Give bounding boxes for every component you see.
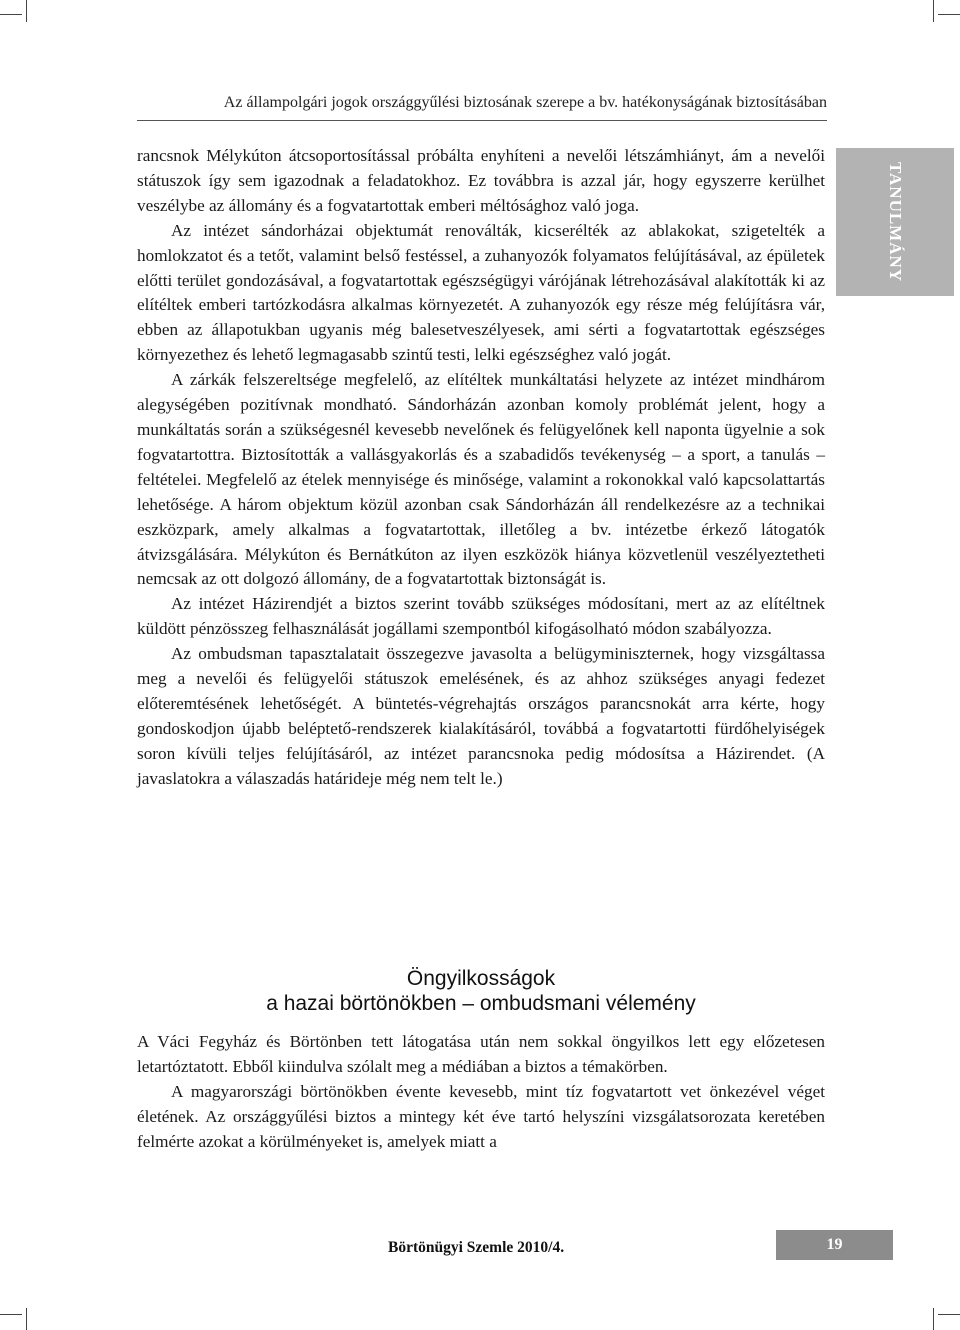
paragraph: rancsnok Mélykúton átcsoportosítással próbálta enyhíteni a nevelői létszámhiányt, ám a nevelői státuszok így sem igazodnak a feladatokhoz. Ez továbbra is azzal jár, hogy egyszerre kerülhet veszélybe az állomány és a fogvatartottak emberi méltósághoz való joga. bbox=[137, 146, 825, 215]
paragraph: A magyarországi börtönökben évente kevesebb, mint tíz fogvatartott vet önkezével véget életének. Az országgyűlési biztos a mintegy két éve tartó helyszíni vizsgálatsorozata keretében felmérte azokat a körülményeket is, amelyek miatt a bbox=[137, 1081, 825, 1151]
crop-mark bbox=[938, 1314, 960, 1315]
crop-mark bbox=[26, 1308, 27, 1330]
header-divider bbox=[137, 120, 827, 121]
section-heading-line2: a hazai börtönökben – ombudsmani vélemény bbox=[266, 992, 696, 1015]
crop-mark bbox=[0, 14, 22, 15]
page-number: 19 bbox=[776, 1230, 893, 1260]
crop-mark bbox=[933, 0, 934, 22]
paragraph: Az intézet sándorházai objektumát renoválták, kicserélték az ablakokat, szigetelték a homlokzatot és a tetőt, valamint belső festéssel, a zuhanyozók folyamatos felújításával, az épületek előtti terület gondozásával, a fogvatartottak egészségügyi várójának létrehozásával alakították ki az elítéltek emberi tartózkodásra alkalmas környezetét. A zuhanyozók egy része még felújításra vár, ebben az állapotukban ugyanis még balesetveszélyesek, ami sérti a fogvatartottak egészséges környezethez és lehető legmagasabb szintű testi, lelki egészséghez való jogát. bbox=[137, 220, 825, 365]
crop-mark bbox=[26, 0, 27, 22]
paragraph: A zárkák felszereltsége megfelelő, az elítéltek munkáltatási helyzete az intézet mindhárom alegységében pozitívnak mondható. Sándorházán azonban komoly problémát jelent, hogy a munkáltatás során a szükségesnél kevesebb nevelőnek és felügyelőnek kell naponta ügyelnie a sok fogvatartottra. Biztosították a vallásgyakorlás és a szabadidős tevékenység – a sport, a tanulás – feltételei. Megfelelő az ételek mennyisége és minősége, valamint a rokonokkal való kapcsolattartás lehetősége. A három objektum közül azonban csak Sándorházán áll rendelkezésre az a technikai eszközpark, amely alkalmas a fogvatartottak, illetőleg a bv. intézetbe érkező látogatók átvizsgálására. Mélykúton és Bernátkúton az ilyen eszközök hiánya közvetlenül veszélyeztetheti nemcsak az ott dolgozó állomány, de a fogvatartottak biztonságát is. bbox=[137, 370, 825, 589]
main-article-body bbox=[137, 144, 825, 792]
paragraph: Az intézet Házirendjét a biztos szerint tovább szükséges módosítani, mert az az elítéltnek küldött pénzösszeg felhasználását jogállami szempontból kifogásolható módon szabályozza. bbox=[137, 594, 825, 639]
paragraph: Az ombudsman tapasztalatait összegezve javasolta a belügyminiszternek, hogy vizsgáltassa meg a nevelői és felügyelői státuszok emelésének, és az ahhoz szükséges anyagi fedezet előteremtésének lehetőségét. A büntetés-végrehajtás országos parancsnokát arra kérte, hogy gondoskodjon újabb beléptető-rendszerek kialakításáról, továbbá a fogvatartotti fürdőhelyiségek soron kívüli teljes felújításáról, az intézet parancsnoka pedig módosítsa a Házirendet. (A javaslatokra a válaszadás határideje még nem telt le.) bbox=[137, 644, 825, 788]
section-body bbox=[137, 1030, 825, 1155]
side-tab-label: TANULMÁNY bbox=[886, 161, 905, 283]
crop-mark bbox=[0, 1314, 22, 1315]
section-heading bbox=[137, 966, 825, 1016]
footer-journal-title: Börtönügyi Szemle 2010/4. bbox=[388, 1239, 565, 1256]
section-heading-line1: Öngyilkosságok bbox=[406, 967, 556, 990]
paragraph: A Váci Fegyház és Börtönben tett látogatása után nem sokkal öngyilkos lett egy előzetesen letartóztatott. Ebből kiindulva szólalt meg a médiában a biztos a témakörben. bbox=[137, 1032, 825, 1076]
crop-mark bbox=[933, 1308, 934, 1330]
running-head: Az állampolgári jogok országgyűlési biztosának szerepe a bv. hatékonyságának biztosításában bbox=[223, 94, 827, 111]
crop-mark bbox=[938, 14, 960, 15]
